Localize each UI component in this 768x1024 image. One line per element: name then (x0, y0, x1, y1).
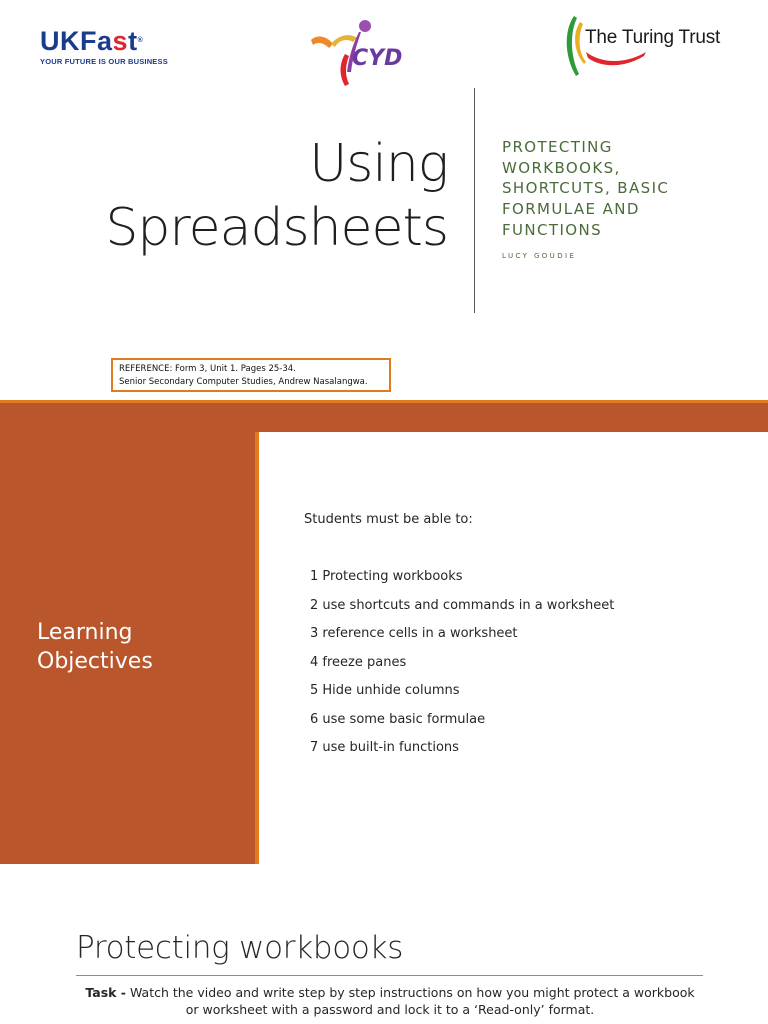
cyd-wordmark: CYD (352, 46, 403, 71)
title-line-2: Spreadsheets (105, 198, 448, 258)
task-label: Task - (85, 985, 126, 1000)
footer-band (0, 403, 768, 432)
title-underline (76, 975, 703, 976)
objectives-heading (37, 618, 153, 676)
objectives-list (310, 568, 614, 768)
cyd-logo (305, 14, 405, 92)
task-instructions (74, 984, 706, 1018)
objectives-heading-line-1: Learning (37, 620, 133, 645)
turing-trust-logo (562, 12, 742, 82)
list-item: 1 Protecting workbooks (310, 569, 463, 584)
presentation-subtitle: PROTECTING WORKBOOKS, SHORTCUTS, BASIC FORMULAE AND FUNCTIONS (502, 138, 670, 239)
task-text-line-2: or worksheet with a password and lock it to a ‘Read-only’ format. (185, 1002, 595, 1017)
panel-accent-edge (255, 432, 259, 864)
turing-wordmark: The Turing Trust (585, 27, 721, 48)
title-divider (474, 88, 475, 313)
list-item: 3 reference cells in a worksheet (310, 626, 518, 641)
reference-box (111, 358, 391, 392)
objectives-side-panel (0, 432, 255, 864)
reference-line-2: Senior Secondary Computer Studies, Andrew Nasalangwa. (119, 376, 368, 387)
ukfast-wordmark: UKFast® (40, 26, 144, 56)
learning-objectives-slide (0, 432, 768, 864)
ukfast-logo (40, 26, 190, 71)
list-item: 6 use some basic formulae (310, 711, 486, 727)
title-slide (0, 0, 768, 432)
section-title: Protecting workbooks (76, 930, 404, 966)
task-text-line-1: Watch the video and write step by step instructions on how you might protect a workbook (126, 985, 695, 1000)
title-line-1: Using (309, 134, 448, 194)
ukfast-tagline: YOUR FUTURE IS OUR BUSINESS (40, 57, 168, 66)
list-item: 7 use built-in functions (310, 740, 459, 755)
reference-line-1: REFERENCE: Form 3, Unit 1. Pages 25-34. (119, 364, 296, 374)
list-item: 5 Hide unhide columns (310, 683, 460, 698)
objectives-intro: Students must be able to: (304, 512, 473, 527)
list-item: 4 freeze panes (310, 654, 407, 670)
protecting-workbooks-slide (0, 864, 768, 1024)
author-name: LUCY GOUDIE (502, 252, 577, 260)
list-item: 2 use shortcuts and commands in a worksheet (310, 597, 615, 613)
presentation-title (105, 132, 448, 260)
objectives-heading-line-2: Objectives (37, 649, 153, 674)
